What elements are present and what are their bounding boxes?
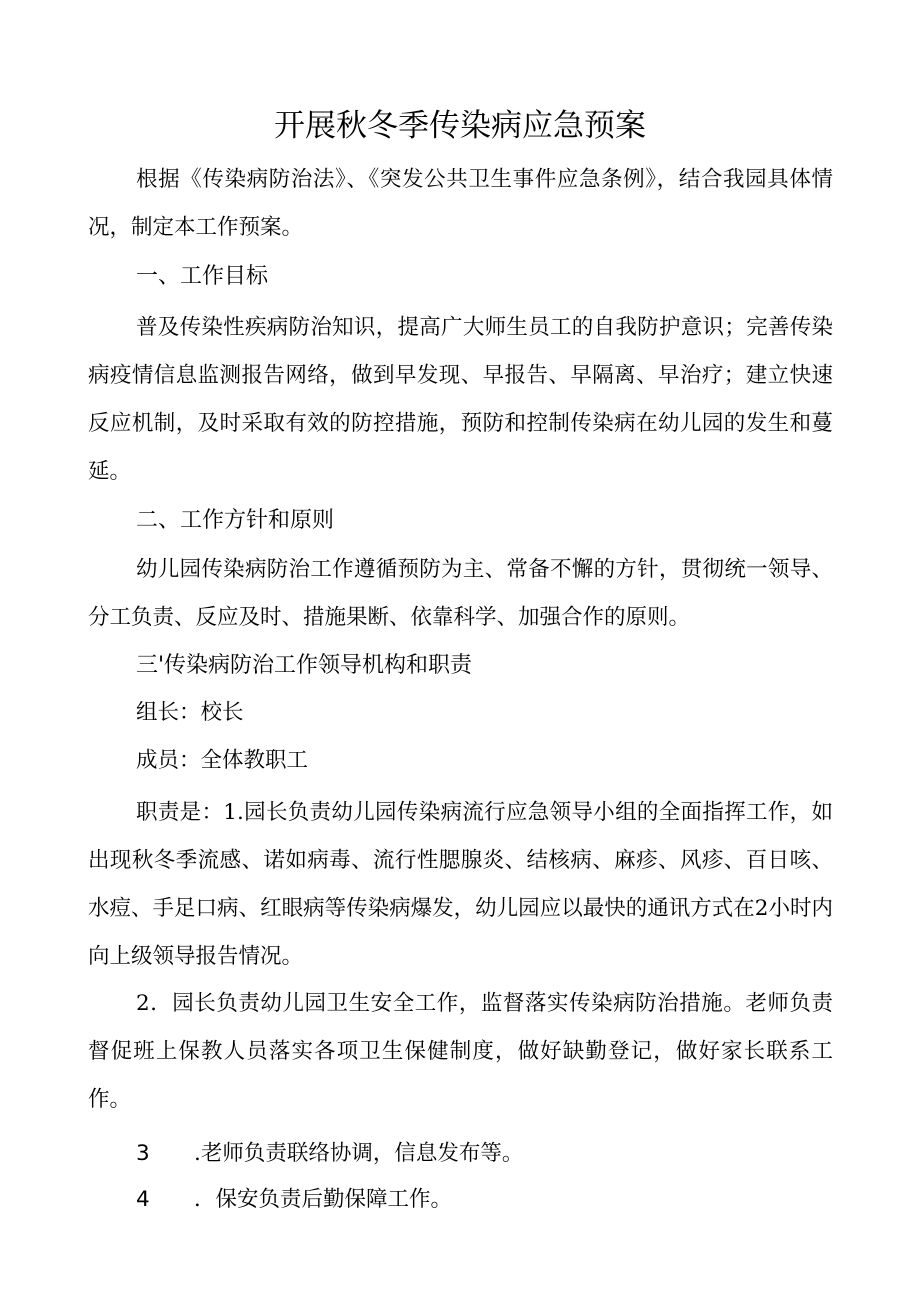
section-2-heading: 二、工作方针和原则 — [136, 508, 335, 533]
section-1-body: 普及传染性疾病防治知识，提高广大师生员工的自我防护意识；完善传染病疫情信息监测报告网络，做到早发现、早报告、早隔离、早治疗；建立快速反应机制，及时采取有效的防控措施，预防和控制传染病在幼儿园的发生和蔓延。 — [88, 315, 833, 484]
duty-3-number: 3 — [136, 1141, 150, 1166]
duty-1-paragraph: 职责是：1.园长负责幼儿园传染病流行应急领导小组的全面指挥工作，如出现秋冬季流感、诺如病毒、流行性腮腺炎、结核病、麻疹、风疹、百日咳、水痘、手足口病、红眼病等传染病爆发，幼儿园应以最快的通讯方式在2小时内向上级领导报告情况。 — [88, 800, 833, 969]
section-1-heading: 一、工作目标 — [136, 264, 269, 289]
section-2-body: 幼儿园传染病防治工作遵循预防为主、常备不懈的方针，贯彻统一领导、分工负责、反应及时、措施果断、依靠科学、加强合作的原则。 — [88, 557, 833, 630]
section-3-heading: 三'传染病防治工作领导机构和职责 — [136, 653, 473, 678]
group-members-line: 成员：全体教职工 — [136, 748, 309, 773]
group-leader-line: 组长：校长 — [136, 700, 244, 725]
document-title: 开展秋冬季传染病应急预案 — [274, 108, 646, 144]
duty-4-number: 4 — [136, 1187, 150, 1212]
duty-4-item — [136, 1180, 452, 1220]
duty-2-paragraph: 2．园长负责幼儿园卫生安全工作，监督落实传染病防治措施。老师负责督促班上保教人员落实各项卫生保健制度，做好缺勤登记，做好家长联系工作。 — [88, 991, 833, 1112]
intro-paragraph: 根据《传染病防治法》、《突发公共卫生事件应急条例》，结合我园具体情况，制定本工作预案。 — [88, 167, 833, 240]
duty-4-text: ．保安负责后勤保障工作。 — [194, 1187, 453, 1212]
duty-3-text: .老师负责联络协调，信息发布等。 — [194, 1141, 524, 1166]
duty-3-item — [136, 1134, 523, 1174]
